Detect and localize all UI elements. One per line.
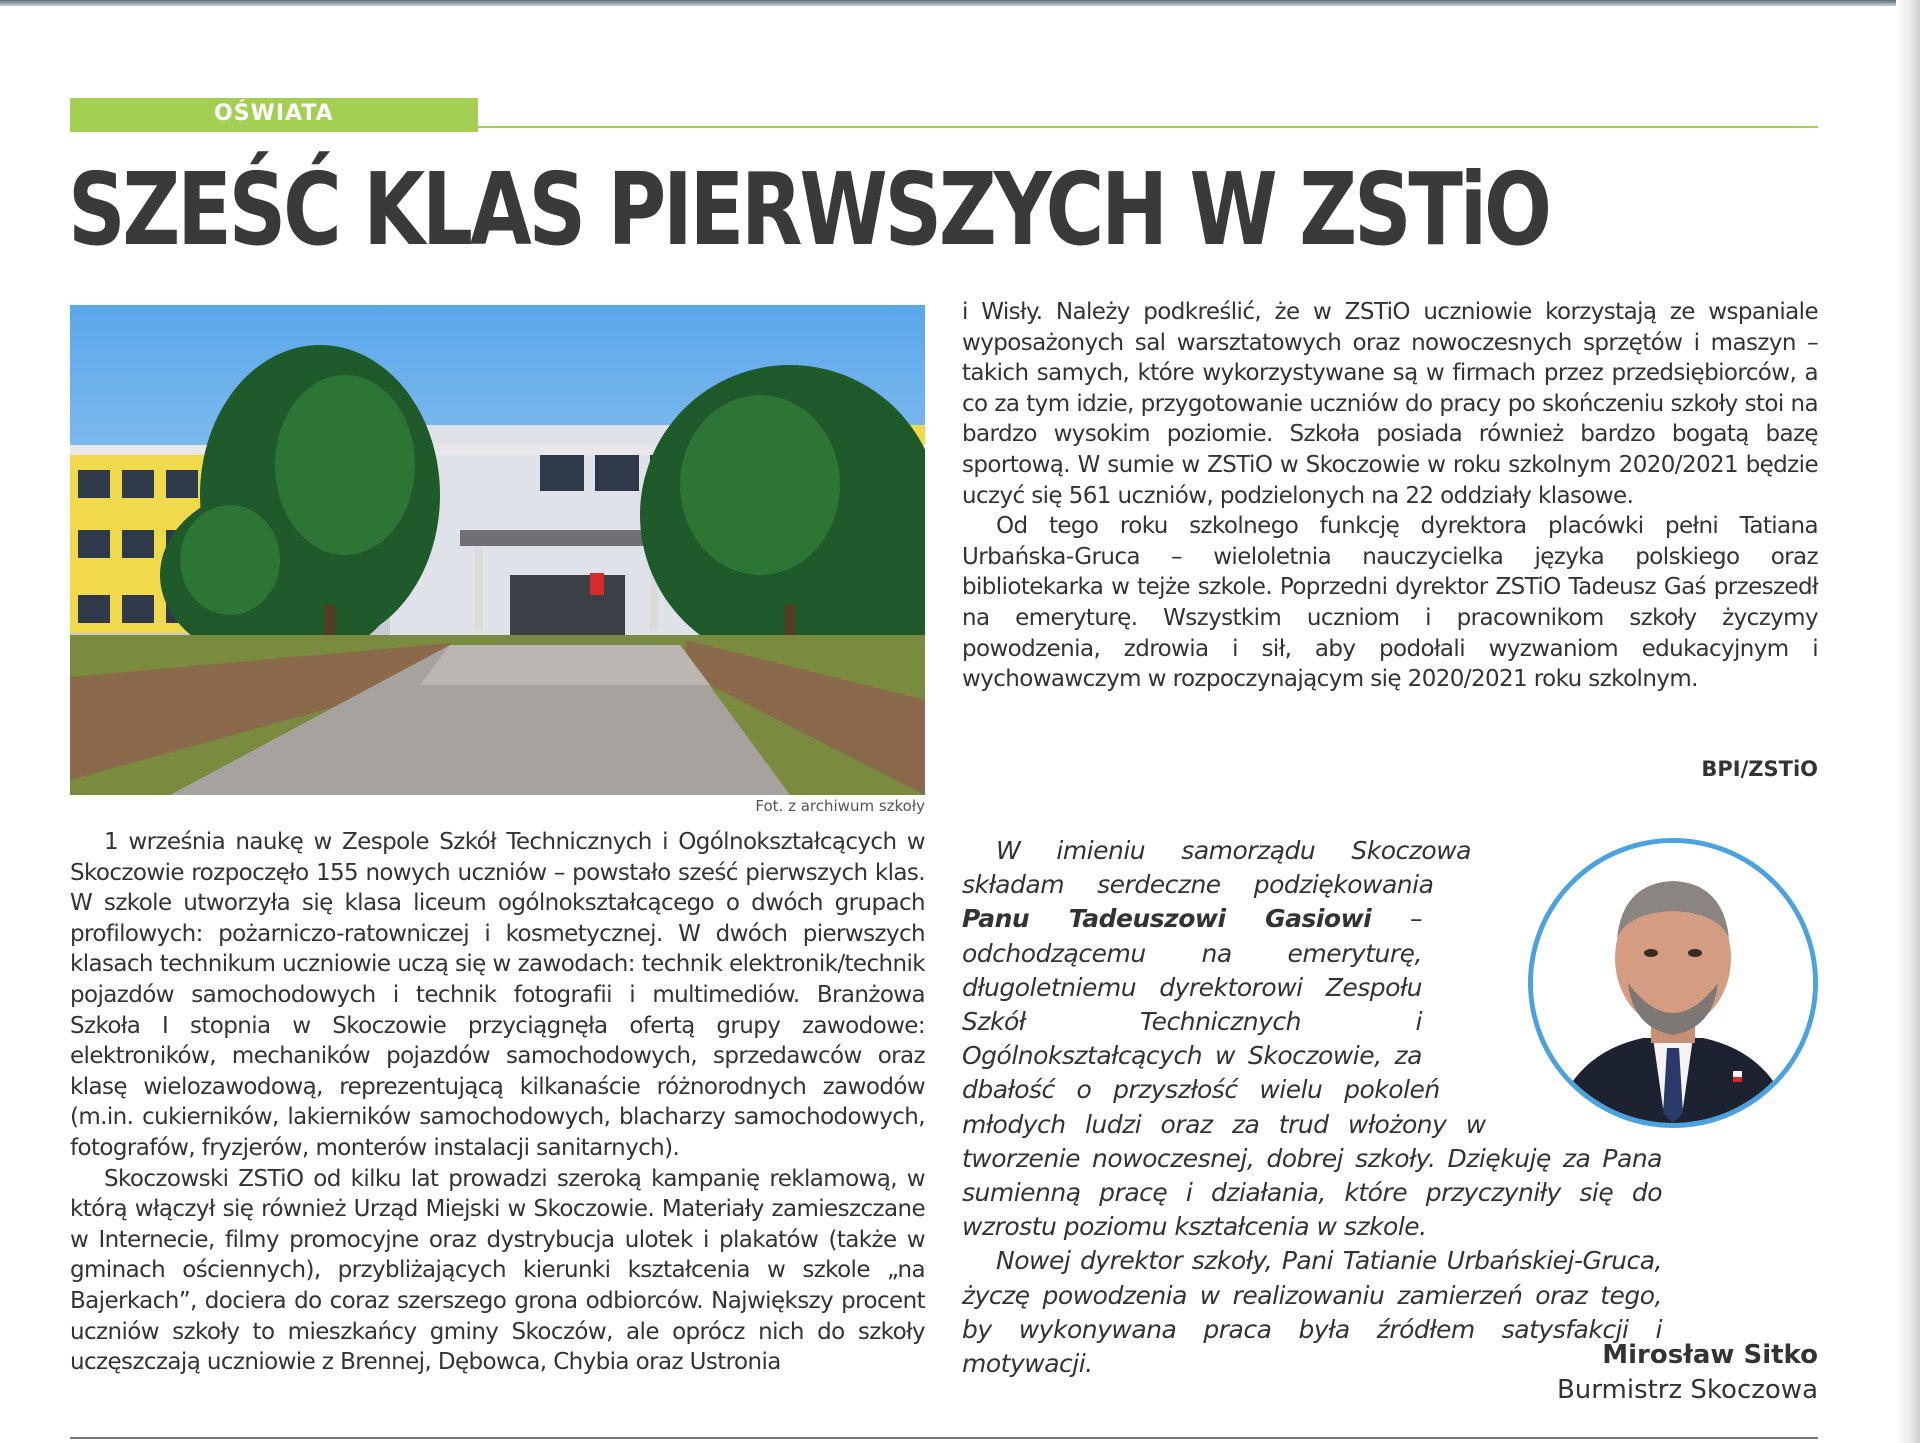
right-paragraph-2: Od tego roku szkolnego funkcję dyrektora placówki pełni Tatiana Urbańska-Gruca – wieloletnia nauczycielka języka polskiego oraz bibliotekarka w tejże szkole. Poprzedni dyrektor ZSTiO Tadeusz Gaś przeszedł na emeryturę. Wszystkim uczniom i pracownikom szkoły życzymy powodzenia, zdrowia i sił, aby podołali wyzwaniom edukacyjnym i wychowawczym w rozpoczynającym się 2020/2021 roku szkolnym. [962, 513, 1818, 693]
left-paragraph-1: 1 września naukę w Zespole Szkół Technicznych i Ogólnokształcących w Skoczowie rozpoczęło 155 nowych uczniów – powstało sześć pierwszych klas. W szkole utworzyła się klasa liceum ogólnokształcącego o dwóch grupach profilowych: pożarniczo-ratowniczej i kosmetycznej. W dwóch pierwszych klasach technikum uczniowie uczą się w zawodach: technik elektronik/technik pojazdów samochodowych i technik fotografii i multimediów. Branżowa Szkoła I stopnia w Skoczowie przyciągnęła ofertą grupy zawodowe: elektroników, mechaników pojazdów samochodowych, sprzedawców oraz klasę wielozawodową, reprezentującą kilkanaście różnorodnych zawodów (m.in. cukierników, lakierników samochodowych, blacharzy samochodowych, fotografów, fryzjerów, monterów instalacji sanitarnych). [70, 829, 925, 1161]
quote-p1-bold: Panu Tadeuszowi Gasiowi [962, 904, 1372, 934]
article-source: BPI/ZSTiO [1701, 757, 1818, 781]
bottom-divider [70, 1437, 1818, 1439]
mayor-portrait [1528, 838, 1818, 1128]
quote-p1-before: W imieniu samorządu Skoczowa składam serdeczne podziękowania [962, 836, 1471, 900]
left-paragraph-2: Skoczowski ZSTiO od kilku lat prowadzi szeroką kampanię reklamową, w którą włączył się również Urząd Miejski w Skoczowie. Materiały zamieszczane w Internecie, filmy promocyjne oraz dystrybucja ulotek i plakatów (także w gminach ościennych), przybliżających kierunki kształcenia w szkole „na Bajerkach”, dociera do coraz szerszego grona odbiorców. Największy procent uczniów szkoły to mieszkańcy gminy Skoczów, ale oprócz nich do szkoły uczęszczają uczniowie z Brennej, Dębowca, Chybia oraz Ustronia [70, 1165, 925, 1376]
headline: SZEŚĆ KLAS PIERWSZYCH W ZSTiO [68, 151, 1549, 268]
article-left-column [70, 827, 925, 1378]
signer-role: Burmistrz Skoczowa [1556, 1375, 1818, 1405]
signer-name: Mirosław Sitko [1602, 1340, 1818, 1370]
school-photo [70, 305, 925, 795]
article-right-column [962, 297, 1818, 695]
right-paragraph-1: i Wisły. Należy podkreślić, że w ZSTiO uczniowie korzystają ze wspaniale wyposażonych sal warsztatowych oraz nowoczesnych sprzętów i maszyn – takich samych, które wykorzystywane są w firmach przez przedsiębiorców, a co za tym idzie, przygotowanie uczniów do pracy po skończeniu szkoły stoi na bardzo wysokim poziomie. Szkoła posiada również bardzo bogatą bazę sportową. W sumie w ZSTiO w Skoczowie w roku szkolnym 2020/2021 będzie uczyć się 561 uczniów, podzielonych na 22 oddziały klasowe. [962, 299, 1818, 509]
page-right-edge [1896, 0, 1920, 1443]
photo-caption: Fot. z archiwum szkoły [755, 797, 925, 815]
section-label: OŚWIATA [214, 101, 334, 126]
page-top-edge [0, 0, 1920, 6]
quote-paragraph-2: Nowej dyrektor szkoły, Pani Tatianie Urbańskiej-Gruca, życzę powodzenia w realizowaniu zamierzeń oraz tego, by wykonywana praca była źródłem satysfakcji i motywacji. [962, 1246, 1662, 1379]
section-divider [478, 126, 1818, 128]
quote-p1-after: – odchodzącemu na emeryturę, długoletniemu dyrektorowi Zespołu Szkół Technicznych i Ogólnokształcących w Skoczowie, za dbałość o przyszłość wielu pokoleń młodych ludzi oraz za trud włożony w tworzenie nowoczesnej, dobrej szkoły. Dziękuję za Pana sumienną pracę i działania, które przyczyniły się do wzrostu poziomu kształcenia w szkole. [962, 904, 1662, 1242]
